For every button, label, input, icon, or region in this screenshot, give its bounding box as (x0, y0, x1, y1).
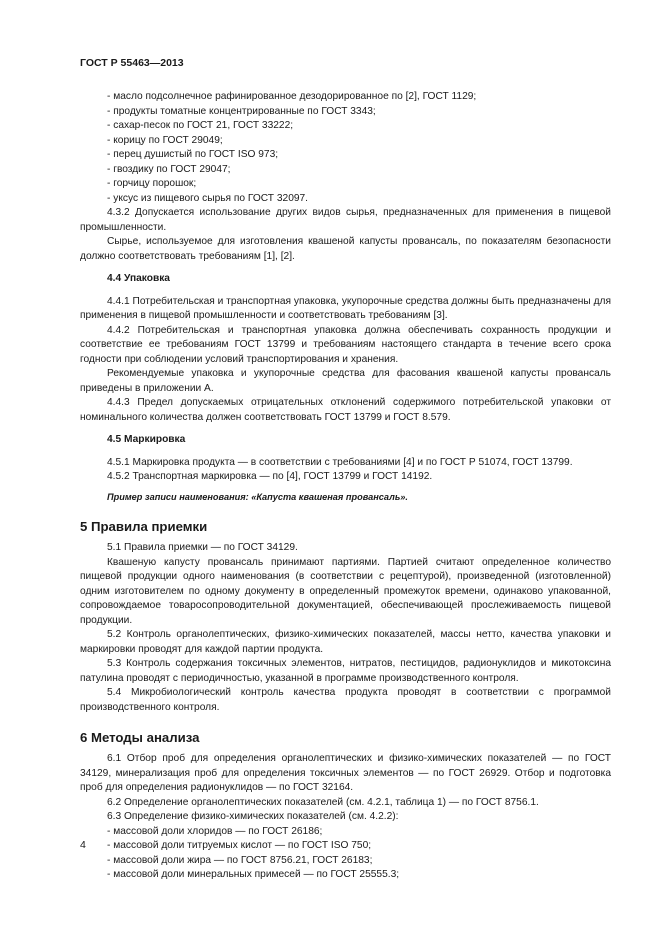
list-item: - массовой доли жира — по ГОСТ 8756.21, ГОСТ 26183; (107, 854, 373, 866)
document-body (80, 90, 611, 883)
document-header: ГОСТ Р 55463—2013 (80, 57, 184, 69)
page-number: 4 (80, 839, 86, 851)
section-heading-6: 6 Методы анализа (80, 730, 200, 745)
paragraph-5-1: 5.1 Правила приемки — по ГОСТ 34129. (107, 542, 298, 553)
list-item: - корицу по ГОСТ 29049; (107, 134, 223, 146)
paragraph-4-5-2: 4.5.2 Транспортная маркировка — по [4], ГОСТ 13799 и ГОСТ 14192. (107, 471, 433, 482)
paragraph-raw-safety: Сырье, используемое для изготовления квашеной капусты провансаль, по показателям безопасности должно соответствовать требованиям [1], [2]. (80, 236, 611, 262)
list-item: - гвоздику по ГОСТ 29047; (107, 163, 231, 175)
list-item: - сахар-песок по ГОСТ 21, ГОСТ 33222; (107, 120, 294, 131)
paragraph-6-1: 6.1 Отбор проб для определения органолептических и физико-химических показателей — по ГОСТ 34129, минерализация проб для определения токсичных элементов — по ГОСТ 26929. Отбор и подготовка проб для определения радионуклидов — по ГОСТ 32164. (80, 753, 611, 793)
paragraph-5-3: 5.3 Контроль содержания токсичных элементов, нитратов, пестицидов, радионуклидов и микотоксина патулина проводят с периодичностью, указанной в программе производственного контроля. (80, 658, 611, 684)
list-item: - массовой доли минеральных примесей — по ГОСТ 25555.3; (107, 869, 400, 880)
list-item: - горчицу порошок; (107, 178, 197, 189)
list-item: - масло подсолнечное рафинированное дезодорированное по [2], ГОСТ 1129; (107, 91, 477, 102)
paragraph-4-4-3: 4.4.3 Предел допускаемых отрицательных отклонений содержимого потребительской упаковки от номинального количества должен соответствовать ГОСТ 13799 и ГОСТ 8.579. (80, 397, 611, 423)
paragraph-4-5-1: 4.5.1 Маркировка продукта — в соответствии с требованиями [4] и по ГОСТ Р 51074, ГОСТ 13799. (107, 456, 573, 468)
list-item: - массовой доли хлоридов — по ГОСТ 26186; (107, 825, 323, 837)
paragraph-5-2: 5.2 Контроль органолептических, физико-химических показателей, массы нетто, качества упаковки и маркировки проводят для каждой партии продукта. (80, 629, 611, 655)
list-item: - продукты томатные концентрированные по ГОСТ 3343; (107, 105, 376, 117)
paragraph-4-3-2: 4.3.2 Допускается использование других видов сырья, предназначенных для применения в пищевой промышленности. (80, 207, 611, 233)
paragraph-packaging-recommend: Рекомендуемые упаковка и укупорочные средства для фасования квашеной капусты провансаль приведены в приложении А. (80, 368, 611, 394)
paragraph-4-4-2: 4.4.2 Потребительская и транспортная упаковка должна обеспечивать сохранность продукции и соответствие ее требованиям ГОСТ 13799 и требованиям настоящего стандарта в течение всего срока годности при соблюдении условий транспортирования и хранения. (80, 324, 611, 365)
paragraph-5-4: 5.4 Микробиологический контроль качества продукта проводят в соответствии с программой производственного контроля. (80, 687, 611, 713)
list-item: - уксус из пищевого сырья по ГОСТ 32097. (107, 192, 309, 204)
paragraph-6-2: 6.2 Определение органолептических показателей (см. 4.2.1, таблица 1) — по ГОСТ 8756.1. (107, 796, 539, 808)
naming-example: Пример записи наименования: «Капуста квашеная провансаль». (107, 491, 408, 502)
list-item: - массовой доли титруемых кислот — по ГОСТ ISO 750; (107, 840, 372, 851)
list-item: - перец душистый по ГОСТ ISO 973; (107, 149, 279, 160)
paragraph-6-3: 6.3 Определение физико-химических показателей (см. 4.2.2): (107, 811, 399, 822)
section-heading-5: 5 Правила приемки (80, 519, 208, 534)
paragraph-4-4-1: 4.4.1 Потребительская и транспортная упаковка, укупорочные средства должны быть предназначены для применения в пищевой промышленности и соответствовать требованиям [3]. (80, 295, 611, 321)
section-heading-4-5: 4.5 Маркировка (107, 434, 186, 445)
section-heading-4-4: 4.4 Упаковка (107, 273, 170, 284)
paragraph-lot-definition: Квашеную капусту провансаль принимают партиями. Партией считают определенное количество пищевой продукции одного наименования (в соответствии с рецептурой), произведенной (изготовленной) одним изготовителем по одному документу в определенный промежуток времени, одинаково упакованной, сопровождаемое товаросопроводительной документацией, обеспечивающей прослеживаемость пищевой продукции. (80, 556, 611, 626)
